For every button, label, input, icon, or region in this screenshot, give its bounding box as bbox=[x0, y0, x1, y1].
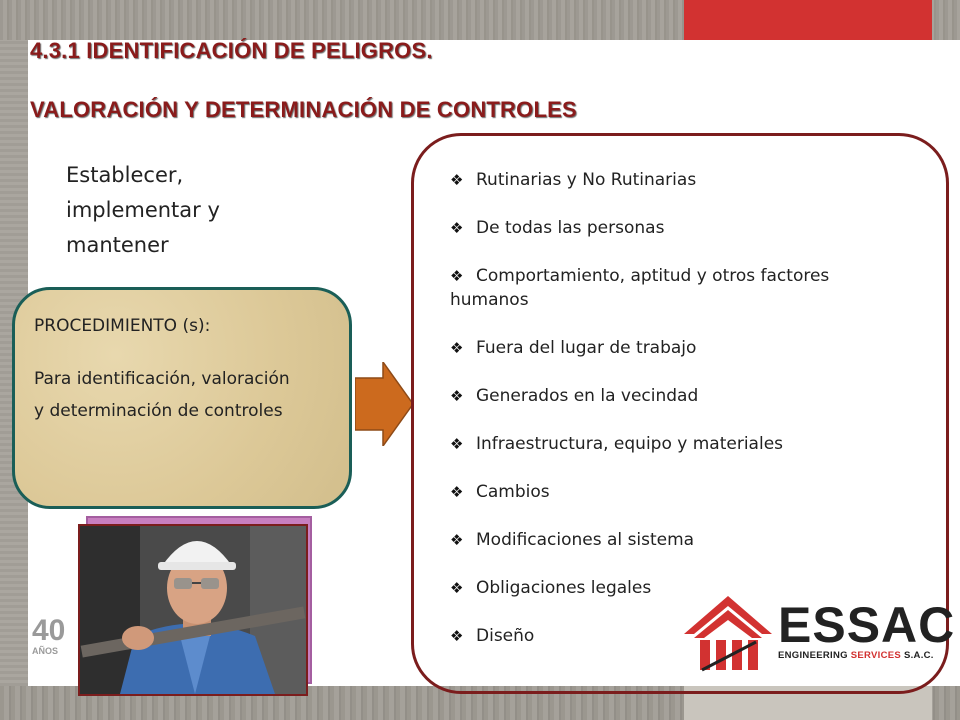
slide-subtitle: VALORACIÓN Y DETERMINACIÓN DE CONTROLES bbox=[30, 97, 577, 122]
logo-tagline-right: S.A.C. bbox=[901, 650, 934, 661]
slide-title: 4.3.1 IDENTIFICACIÓN DE PELIGROS. bbox=[30, 38, 433, 63]
list-item bbox=[450, 480, 890, 504]
right-arrow-icon bbox=[355, 362, 415, 446]
diamond-bullet-icon: ❖ bbox=[450, 531, 464, 549]
intro-line-2: implementar y bbox=[66, 198, 220, 222]
procedure-body: Para identificación, valoración y determinación de controles bbox=[34, 369, 290, 421]
red-accent-block bbox=[684, 0, 932, 40]
list-item bbox=[450, 528, 890, 552]
list-item bbox=[450, 384, 890, 408]
list-item-text: Diseño bbox=[476, 626, 535, 646]
list-item-text: De todas las personas bbox=[476, 218, 665, 238]
list-item bbox=[450, 264, 890, 312]
diamond-bullet-icon: ❖ bbox=[450, 219, 464, 237]
intro-line-3: mantener bbox=[66, 233, 169, 257]
list-item-text: Cambios bbox=[476, 482, 550, 502]
logo-tagline-red: SERVICES bbox=[850, 650, 902, 661]
diamond-bullet-icon: ❖ bbox=[450, 171, 464, 189]
list-item-text: Generados en la vecindad bbox=[476, 386, 699, 406]
diamond-bullet-icon: ❖ bbox=[450, 387, 464, 405]
logo-wordmark: ESSAC bbox=[778, 597, 956, 653]
list-item bbox=[450, 432, 890, 456]
logo-tagline bbox=[778, 650, 934, 661]
diamond-bullet-icon: ❖ bbox=[450, 435, 464, 453]
list-item-text: Obligaciones legales bbox=[476, 578, 652, 598]
intro-text bbox=[66, 158, 316, 263]
list-item-text: Fuera del lugar de trabajo bbox=[476, 338, 697, 358]
procedure-heading: PROCEDIMIENTO (s): bbox=[34, 316, 211, 336]
anniversary-label: AÑOS bbox=[32, 646, 59, 656]
list-item-text: Infraestructura, equipo y materiales bbox=[476, 434, 784, 454]
diamond-bullet-icon: ❖ bbox=[450, 339, 464, 357]
list-item bbox=[450, 216, 890, 240]
worker-illustration bbox=[80, 526, 306, 694]
worker-photo bbox=[78, 524, 308, 696]
anniversary-number: 40 bbox=[32, 614, 66, 647]
anniversary-badge bbox=[32, 616, 74, 656]
list-item bbox=[450, 336, 890, 360]
list-item-text: Modificaciones al sistema bbox=[476, 530, 695, 550]
diamond-bullet-icon: ❖ bbox=[450, 627, 464, 645]
diamond-bullet-icon: ❖ bbox=[450, 483, 464, 501]
diamond-bullet-icon: ❖ bbox=[450, 267, 464, 285]
list-item-text: Rutinarias y No Rutinarias bbox=[476, 170, 697, 190]
list-item bbox=[450, 168, 890, 192]
diamond-bullet-icon: ❖ bbox=[450, 579, 464, 597]
list-item-text: Comportamiento, aptitud y otros factores humanos bbox=[450, 266, 830, 310]
logo-tagline-left: ENGINEERING bbox=[778, 650, 851, 661]
intro-line-1: Establecer, bbox=[66, 163, 184, 187]
